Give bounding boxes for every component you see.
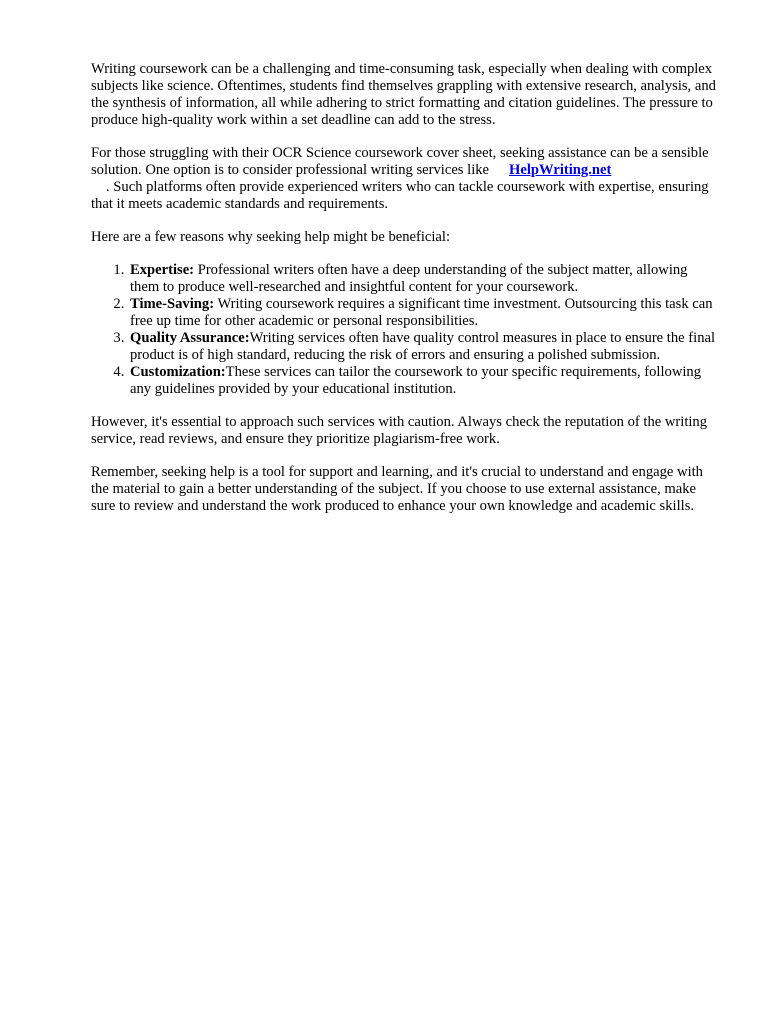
reasons-list [91, 262, 716, 398]
reason-term: Time-Saving: [130, 296, 215, 312]
reason-term: Expertise: [130, 262, 195, 278]
reason-text: Writing coursework requires a significant time investment. Outsourcing this task can free up time for other academic or personal responsibilities. [130, 296, 713, 329]
reason-term: Quality Assurance: [130, 330, 250, 346]
list-item [128, 262, 716, 296]
reasons-intro: Here are a few reasons why seeking help might be beneficial: [91, 229, 451, 245]
intro-paragraph: Writing coursework can be a challenging and time-consuming task, especially when dealing with complex subjects like science. Oftentimes, students find themselves grappling with extensive research, analysis, and the synthesis of information, all while adhering to strict formatting and citation guidelines. The pressure to produce high-quality work within a set deadline can add to the stress. [91, 61, 716, 128]
list-item [128, 296, 716, 330]
document-body [91, 61, 716, 531]
reason-term: Customization: [130, 364, 226, 380]
assist-paragraph [91, 145, 716, 213]
helpwriting-link[interactable]: HelpWriting.net [509, 162, 612, 178]
caution-paragraph: However, it's essential to approach such services with caution. Always check the reputation of the writing service, read reviews, and ensure they prioritize plagiarism-free work. [91, 414, 708, 447]
list-item [128, 364, 716, 398]
closing-paragraph: Remember, seeking help is a tool for support and learning, and it's crucial to understand and engage with the material to gain a better understanding of the subject. If you choose to use external assistance, make sure to review and understand the work produced to enhance your own knowledge and academic skills. [91, 464, 703, 514]
reason-text: These services can tailor the coursework to your specific requirements, following any guidelines provided by your educational institution. [130, 364, 702, 397]
assist-paragraph-start: For those struggling with their OCR Science coursework cover sheet, seeking assistance can be a sensible solution. One option is to consider professional writing services like [91, 145, 709, 178]
assist-paragraph-end: . Such platforms often provide experienced writers who can tackle coursework with expertise, ensuring that it meets academic standards and requirements. [91, 179, 709, 212]
list-item [128, 330, 716, 364]
reason-text: Writing services often have quality control measures in place to ensure the final product is of high standard, reducing the risk of errors and ensuring a polished submission. [130, 330, 716, 363]
reason-text: Professional writers often have a deep understanding of the subject matter, allowing them to produce well-researched and insightful content for your coursework. [130, 262, 688, 295]
